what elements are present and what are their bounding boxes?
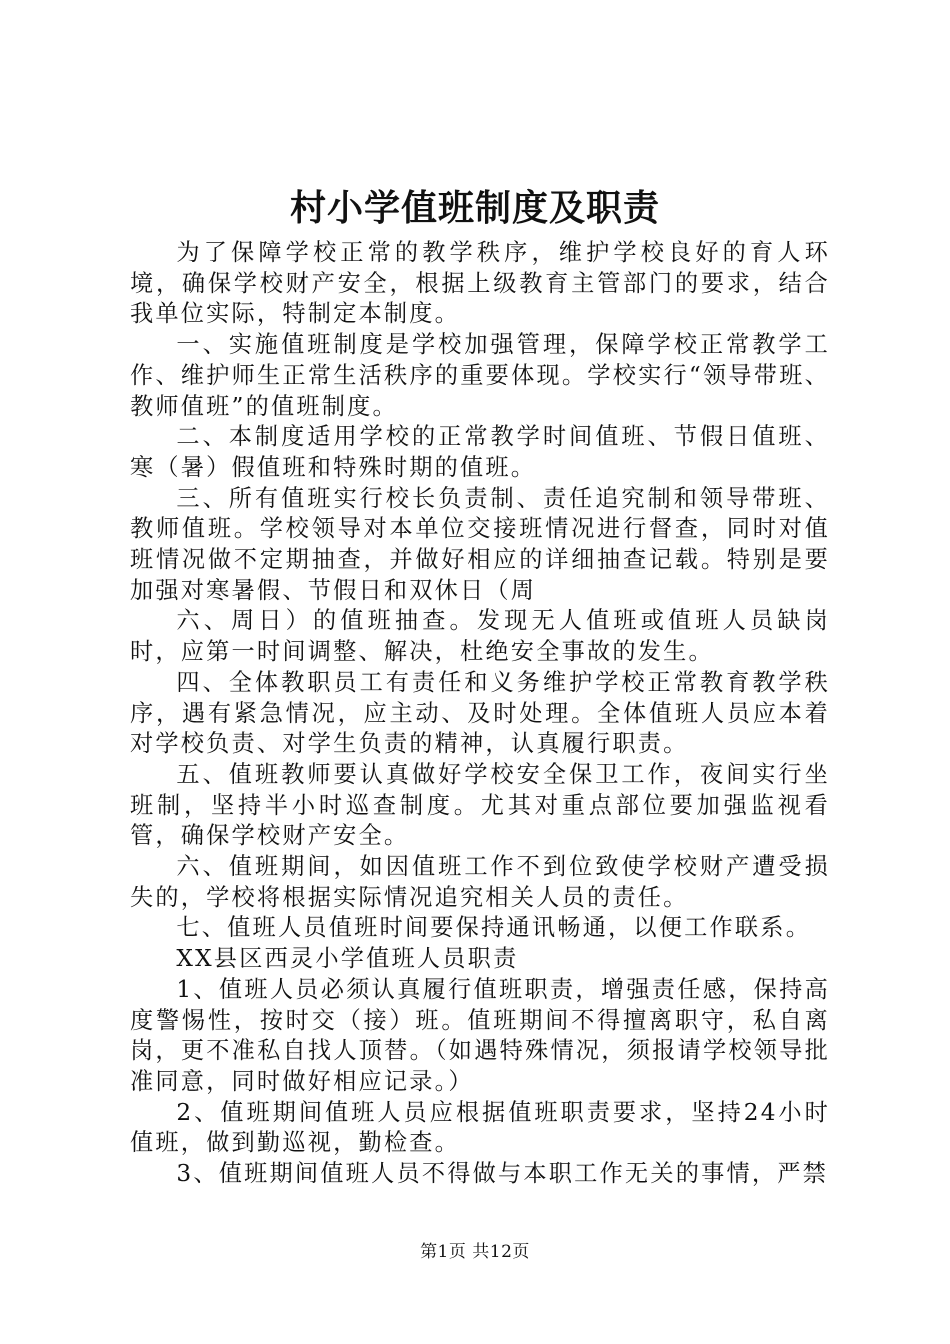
paragraph-section-3-continued: 六、周日）的值班抽查。发现无人值班或值班人员缺岗时，应第一时间调整、解决，杜绝安全事故的发生。 xyxy=(130,607,830,666)
duty-item-1: 1、值班人员必须认真履行值班职责，增强责任感，保持高度警惕性，按时交（接）班。值班期间不得擅离职守，私自离岗，更不准私自找人顶替。（如遇特殊情况，须报请学校领导批准同意，同时做好相应记录。） xyxy=(130,975,830,1095)
paragraph-section-4: 四、全体教职员工有责任和义务维护学校正常教育教学秩序，遇有紧急情况，应主动、及时处理。全体值班人员应本着对学校负责、对学生负责的精神，认真履行职责。 xyxy=(130,668,830,758)
document-body xyxy=(130,238,830,1190)
duty-item-3: 3、值班期间值班人员不得做与本职工作无关的事情，严禁 xyxy=(176,1160,829,1188)
page-footer: 第1页 共12页 xyxy=(420,1242,530,1262)
duty-item-2: 2、值班期间值班人员应根据值班职责要求，坚持24小时值班，做到勤巡视，勤检查。 xyxy=(130,1098,830,1157)
paragraph-section-7: 七、值班人员值班时间要保持通讯畅通，以便工作联系。 xyxy=(176,914,812,942)
paragraph-section-2: 二、本制度适用学校的正常教学时间值班、节假日值班、寒（暑）假值班和特殊时期的值班。 xyxy=(130,423,830,481)
intro-paragraph: 为了保障学校正常的教学秩序，维护学校良好的育人环境，确保学校财产安全，根据上级教育主管部门的要求，结合我单位实际，特制定本制度。 xyxy=(130,239,830,328)
paragraph-section-5: 五、值班教师要认真做好学校安全保卫工作，夜间实行坐班制，坚持半小时巡查制度。尤其对重点部位要加强监视看管，确保学校财产安全。 xyxy=(130,760,830,850)
paragraph-section-6: 六、值班期间，如因值班工作不到位致使学校财产遭受损失的，学校将根据实际情况追究相关人员的责任。 xyxy=(130,853,830,911)
document-title: 村小学值班制度及职责 xyxy=(289,187,660,229)
duties-subheading: XX县区西灵小学值班人员职责 xyxy=(176,945,519,973)
paragraph-section-3: 三、所有值班实行校长负责制、责任追究制和领导带班、教师值班。学校领导对本单位交接班情况进行督查，同时对值班情况做不定期抽查，并做好相应的详细抽查记载。特别是要加强对寒暑假、节假日和双休日（周 xyxy=(130,484,830,604)
paragraph-section-1: 一、实施值班制度是学校加强管理，保障学校正常教学工作、维护师生正常生活秩序的重要体现。学校实行“领导带班、教师值班”的值班制度。 xyxy=(130,331,830,420)
